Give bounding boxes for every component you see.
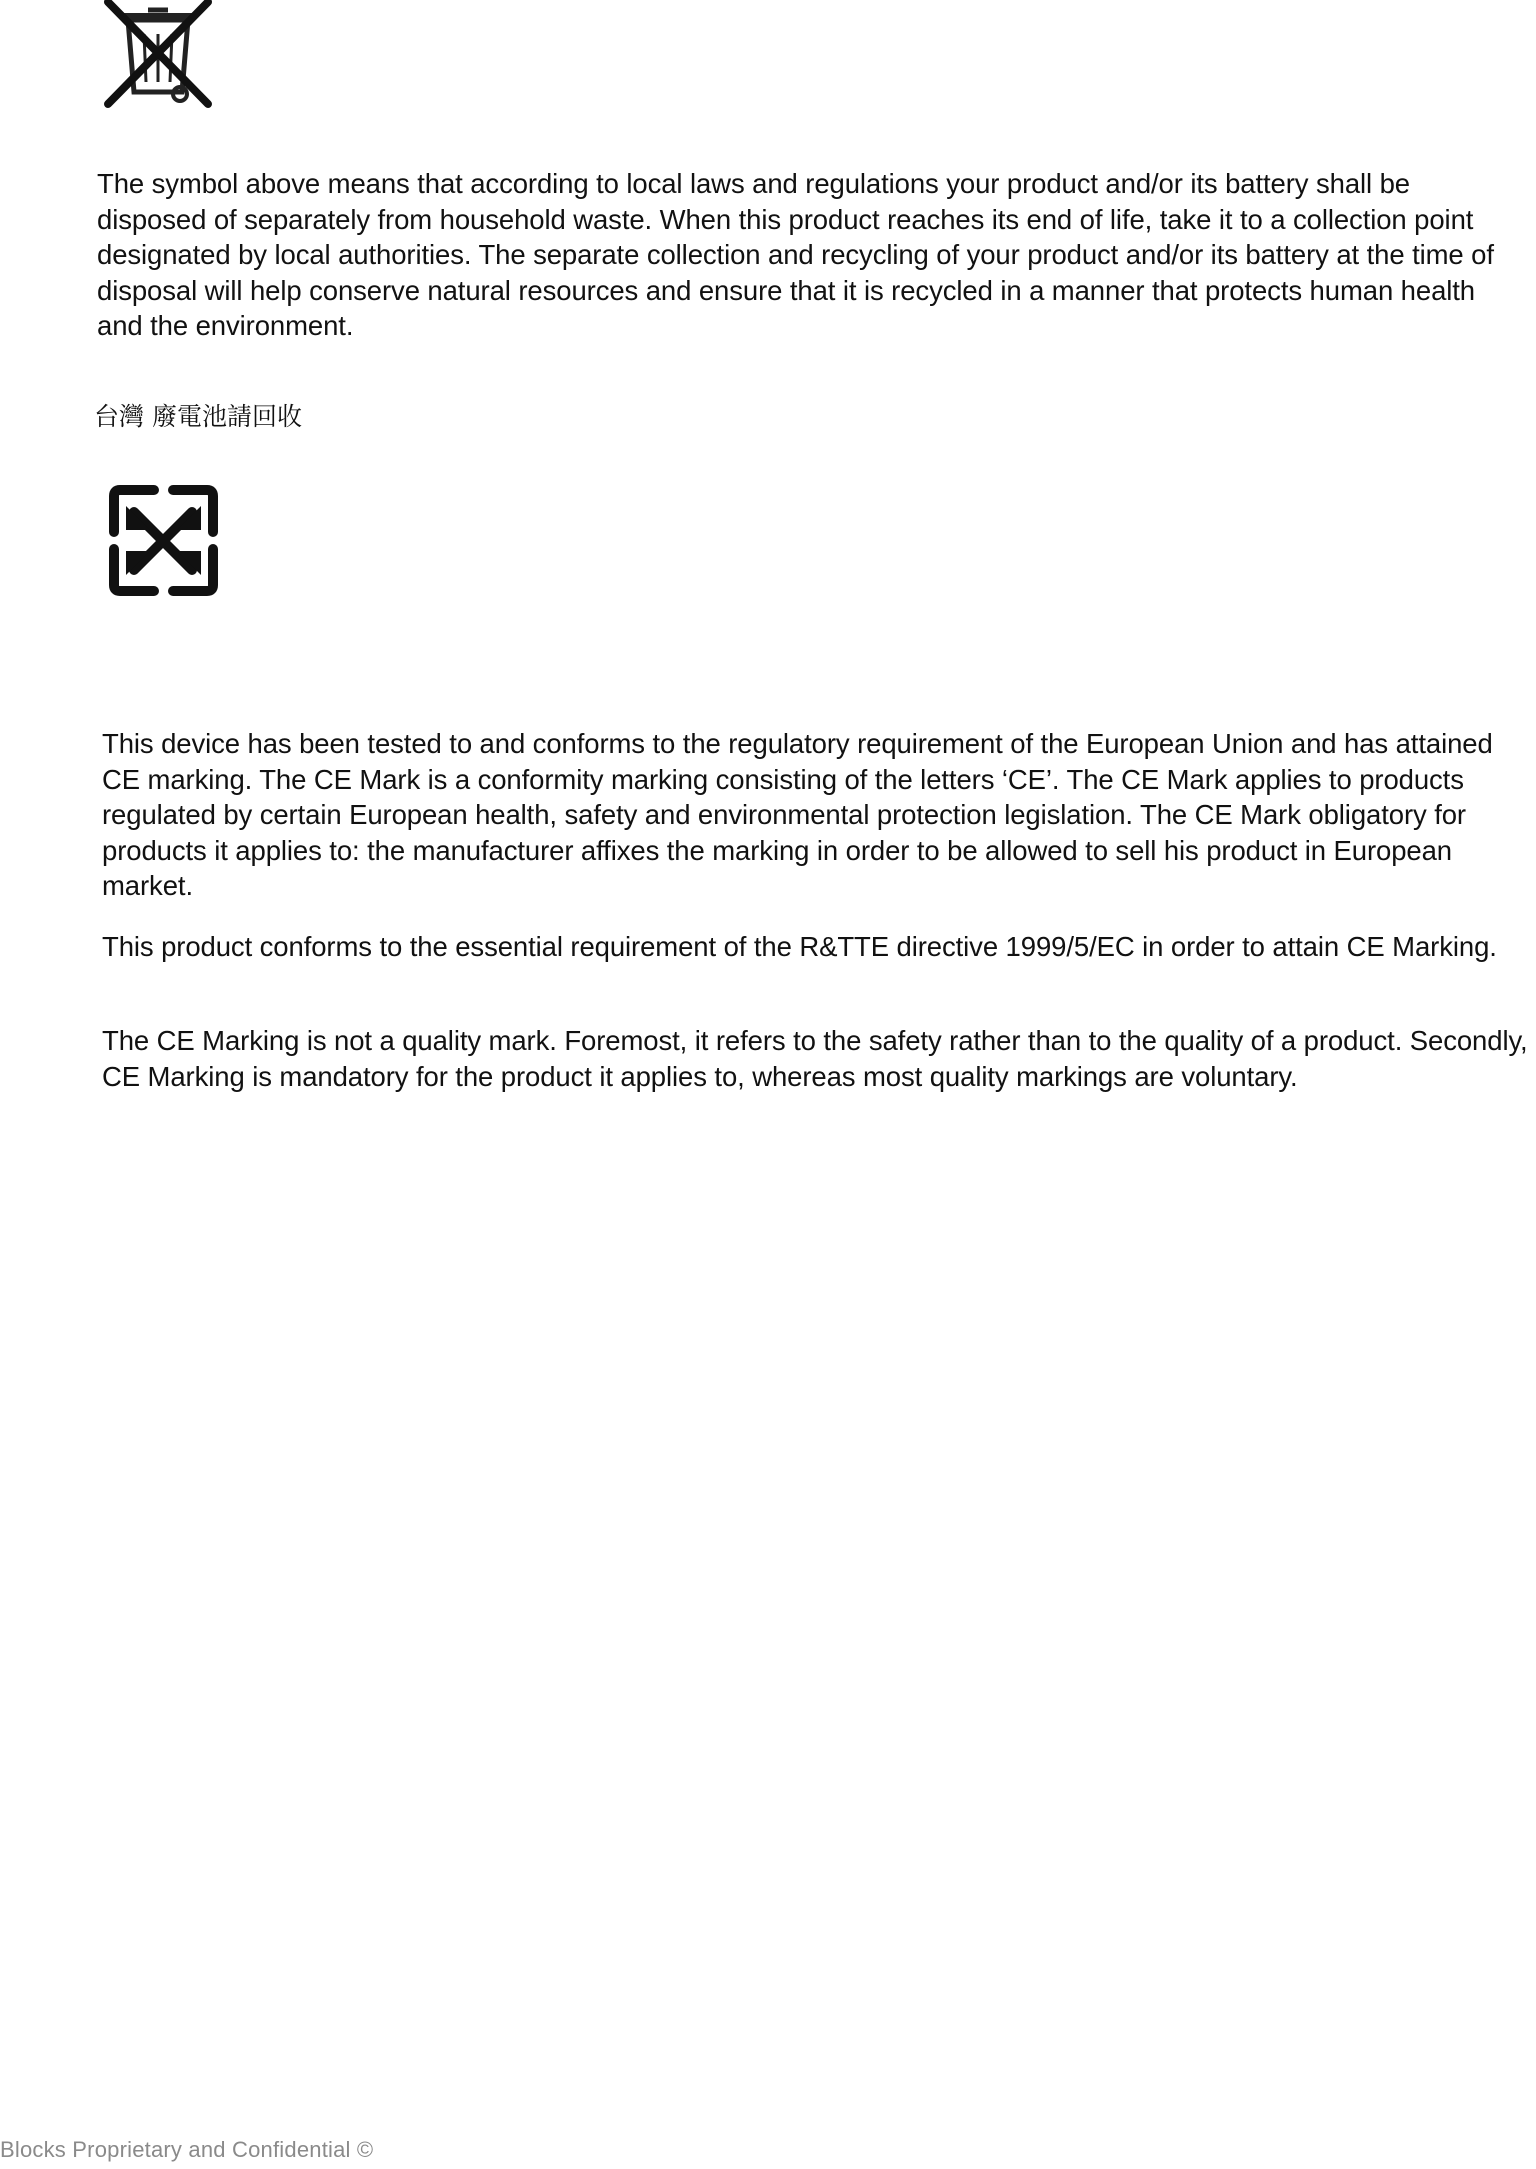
crossed-out-wheelie-bin-icon — [100, 0, 216, 108]
taiwan-recycling-heading: 台灣 廢電池請回收 — [94, 402, 302, 431]
taiwan-battery-recycling-icon — [106, 482, 221, 599]
confidentiality-footer: Blocks Proprietary and Confidential © — [0, 2137, 374, 2162]
ce-marking-paragraph-2: This product conforms to the essential requirement of the R&TTE directive 1999/5/EC in order to attain CE Marking. — [102, 931, 1497, 962]
ce-marking-paragraph-3: The CE Marking is not a quality mark. Foremost, it refers to the safety rather than to the quality of a product. Secondly, CE Marking is mandatory for the product it applies to, whereas most quality markings are voluntary. — [102, 1025, 1528, 1092]
ce-marking-paragraph-1: This device has been tested to and conforms to the regulatory requirement of the European Union and has attained CE marking. The CE Mark is a conformity marking consisting of the letters ‘CE’. The CE Mark applies to products regulated by certain European health, safety and environmental protection legislation. The CE Mark obligatory for products it applies to: the manufacturer affixes the marking in order to be allowed to sell his product in European market. — [102, 728, 1493, 901]
weee-disposal-text: The symbol above means that according to local laws and regulations your product and/or its battery shall be disposed of separately from household waste. When this product reaches its end of life, take it to a collection point designated by local authorities. The separate collection and recycling of your product and/or its battery at the time of disposal will help conserve natural resources and ensure that it is recycled in a manner that protects human health and the environment. — [97, 168, 1494, 341]
